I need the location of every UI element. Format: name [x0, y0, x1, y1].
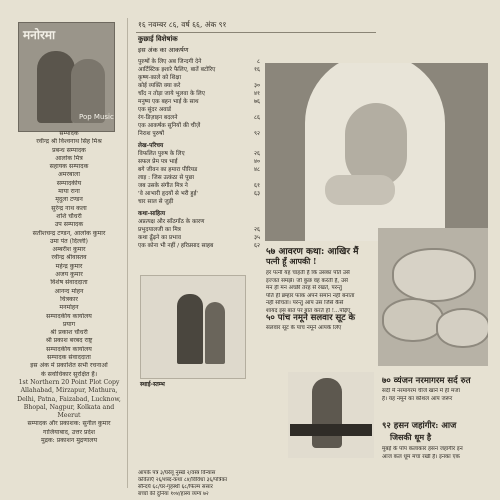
toc-entry [138, 190, 260, 198]
toc-entry-title: निराश पुरुषों [138, 131, 164, 137]
column-list-line: कविताएँ २६/शब्द-कथा ८४/विविधा ३६/पत्रिका [138, 477, 227, 483]
credit-line: माया राना [58, 188, 80, 196]
credit-line: उमा पंत (दिल्ली) [50, 237, 88, 245]
credit-line: मनमोहन [59, 304, 79, 312]
credit-line: Bhopal, Nagpur, Kolkata and [23, 403, 115, 411]
cover-thumbnail [18, 22, 115, 132]
toc-entry-title: एक आकर्षक सुनियों की चीज़ें [138, 123, 201, 129]
toc-entry [138, 130, 260, 138]
toc-entry-title: कृष्ण-काले को शिक्षा [138, 75, 182, 81]
credit-line: रवीन्द्र श्रीवास्तव [51, 254, 87, 262]
toc-page-number [250, 218, 260, 226]
credit-line: Delhi, Patna, Faizabad, Lucknow, [17, 395, 121, 403]
toc-page-number: ६२ [253, 243, 260, 249]
credit-line: श्री प्रकाश चौधरी [50, 329, 88, 337]
cover-masthead: मनोरमा [23, 28, 56, 42]
toc-entry-title: चाँद न तोड़ा जाये भूलवा के लिए [138, 91, 205, 97]
credit-line: सहायक सम्पादक [49, 163, 89, 171]
toc-page-number: ६३ [253, 191, 260, 197]
hasan-heading: ९२ हसन जहांगीर: आज [382, 421, 457, 431]
toc-entry [138, 166, 260, 174]
toc-entry [138, 74, 260, 82]
feature-line: शायद इस बात पर बात करते हो !...पढ़िए [266, 307, 351, 314]
credit-line: सम्पादक और प्रकाशक: सुनील कुमार [27, 420, 111, 428]
toc-entry-title: अप्रत्यक्ष और साँठगाँठ के कारण [138, 219, 205, 225]
toc-entry-title: 'वे आभारी हृदयों से भरी हुई' [138, 191, 198, 197]
toc-entry [138, 82, 260, 90]
toc-entry-title: एक कोना भी नहीं / हरिप्रसाद साहब [138, 243, 214, 249]
toc-entry-title: प्रभुदयालजी का मित्र [138, 227, 181, 233]
toc-entry [138, 174, 260, 182]
toc-entry-title: विफलित पुरुष के लिए [138, 151, 185, 157]
toc-page-number [250, 142, 260, 150]
toc-page-number: २६ [253, 151, 260, 157]
issue-dateline: १६ नवम्बर ८६, वर्ष ६६, अंक ९१ [138, 20, 227, 29]
toc-page-number: ८६ [253, 115, 260, 121]
toc-page-number: ६१ [253, 183, 260, 189]
photo-hand [325, 175, 395, 205]
toc-entry-title: कथा ढूँढ़ने का प्रभाव [138, 235, 181, 241]
feature-heading: ५७ आवरण कथा: आखिर मैं [266, 247, 359, 257]
musician-figure [312, 378, 342, 448]
toc-page-number: १६ [253, 67, 260, 73]
credit-line: सम्पादकीय कार्यालय [46, 312, 92, 320]
food-photo [378, 228, 488, 366]
toc-entry-title: चार साल से जुड़ी [138, 199, 174, 205]
feature-line: नहीं सोचता। परन्तु आप उस जिसे कैसे [266, 300, 344, 307]
contents-heading: इस अंक का आकर्षण [138, 46, 189, 54]
hasan-line: आज कल धूम मचा रखी है। इनका एक [382, 453, 460, 460]
cover-story-photo [265, 63, 488, 241]
toc-page-number: ४० [253, 159, 260, 165]
credit-line: Meerut [57, 412, 81, 420]
credit-line: महेन्द्र कुमार [55, 262, 83, 270]
credit-line: प्रयाग [62, 320, 76, 328]
hasan-subheading: जिसकी धूम है [390, 432, 432, 442]
recipes-body [382, 388, 490, 403]
column-list-line: आपके पत्र ३/घरेलू नुस्खे २/वस्त्र विन्यास [138, 470, 216, 476]
feature-line: इज्जत समझे। जो कुछ वह करती है, उसे [266, 277, 348, 284]
toc-entry [138, 58, 260, 66]
keyboard-instrument [290, 424, 372, 436]
toc-entry-title: लाइ : जिस उत्कंठा से पूछा [138, 175, 195, 181]
dancer-figure [177, 294, 203, 364]
credit-line: उप सम्पादक [54, 221, 84, 229]
hasan-body [382, 446, 492, 461]
toc-page-number: ७६ [253, 99, 260, 105]
toc-section-heading [138, 142, 260, 150]
toc-entry-title: लेख-परिचय [138, 143, 164, 149]
salwar-heading: ५० पांच नमूने सलवार सूट के [266, 313, 356, 323]
column-list-line: सौन्दर्य ६८/घर-गृहस्थी ६८/फिल्म संसार [138, 484, 213, 490]
toc-page-number [250, 210, 260, 218]
toc-page-number [250, 106, 260, 114]
toc-entry-title: रंग-डिज़ाइन बदलने [138, 115, 178, 121]
toc-entry [138, 66, 260, 74]
toc-entry [138, 158, 260, 166]
credit-line: श्री प्रकाश बरबद राष्ट्र [45, 337, 93, 345]
credit-line: के सर्वाधिकार सुरक्षित हैं। [40, 370, 98, 378]
header-rule [136, 32, 376, 33]
toc-page-number: ८ [256, 59, 260, 65]
dancer-figure [205, 302, 225, 364]
toc-entry-title: जब उसके संगीत मित्र ने [138, 183, 188, 189]
toc-entry-title: कथा-साहित्य [138, 211, 166, 217]
credit-line: अजय कुमार [55, 271, 83, 279]
cover-tag: Pop Music [79, 113, 114, 121]
food-dish [382, 298, 444, 342]
credits-column [14, 130, 124, 445]
credit-line: सुरेन्द्र नाथ कला [51, 204, 87, 212]
credit-line: इस अंक में प्रकाशित सभी रचनाओं [30, 362, 108, 370]
column-list-line: बच्चों की दुनिया १०४/हास्य व्यंग्य ७२ [138, 491, 209, 497]
feature-line: मन ही मन अच्छी तरह से रखते, परन्तु [266, 285, 342, 292]
salwar-body [266, 325, 378, 333]
credit-line: आलोक मित्र [55, 154, 83, 162]
toc-entry [138, 198, 260, 206]
issue-subtitle: कुछाई विशेषांक [138, 34, 178, 43]
credit-line: विशेष संवाददाता [50, 279, 88, 287]
regular-columns-list [138, 470, 284, 498]
credit-line: सतीशचन्द्र टण्डन, आलोक कुमार [32, 229, 106, 237]
toc-page-number: ३० [253, 83, 260, 89]
column-divider [127, 18, 128, 488]
credit-line: सम्पादकीय कार्यालय [46, 345, 92, 353]
toc-page-number: २६ [253, 227, 260, 233]
regular-columns-caption: स्थाई-स्तम्भ [140, 381, 165, 388]
toc-entry [138, 218, 260, 226]
toc-entry-title: बगे जीवन का हमारा पीरियड [138, 167, 198, 173]
table-of-contents [138, 58, 260, 250]
toc-page-number [250, 198, 260, 206]
recipes-heading: ७० व्यंजन नरमागरम सर्द रुत [382, 376, 471, 386]
credit-line: आनन्द मोहन [54, 287, 84, 295]
feature-body [266, 270, 378, 316]
credit-line: Allahabad, Mirzapur, Mathura, [20, 387, 118, 395]
credit-line: मुद्रक: प्रकाशन मुद्रणालय [40, 436, 98, 444]
toc-entry [138, 106, 260, 114]
credit-line: रवीन्द्र श्री विश्वनाथ सिंह मिश्र [36, 138, 102, 146]
toc-page-number: ४१ [253, 91, 260, 97]
toc-entry-title: पुरुषों के लिए अब जिन्दगी देने [138, 59, 202, 65]
credit-line: 1st Northern 20 Point Plot Copy [18, 378, 120, 386]
toc-page-number [250, 74, 260, 82]
toc-page-number [250, 122, 260, 130]
credit-line: प्रबन्ध सम्पादक [52, 146, 86, 154]
salwar-line: सलवार सूट के पांच नमूने आपके लिए [266, 325, 342, 331]
toc-entry [138, 122, 260, 130]
credit-line: अम्बरीश कुमार [52, 246, 86, 254]
dance-photo [140, 275, 246, 379]
toc-section-heading [138, 210, 260, 218]
toc-entry-title: मनुष्य एक बहन भाई के साथ [138, 99, 199, 105]
musician-photo [288, 372, 374, 458]
toc-entry-title: आर्टिस्टिक इशारे फैलिए, बातें बटोरिए [138, 67, 216, 73]
toc-entry [138, 234, 260, 242]
toc-entry [138, 98, 260, 106]
recipes-line: है। यह नमूने का कौशल आप जरूर [382, 395, 453, 402]
toc-entry [138, 242, 260, 250]
hasan-line: मुंबई के पॉप कलाकार हसन जहांगीर इन [382, 446, 463, 452]
toc-entry [138, 226, 260, 234]
recipes-line: सर्दी में नरमागरम चीजें खाने में ही मजा [382, 388, 460, 394]
cover-figure-left [37, 51, 75, 123]
toc-entry [138, 90, 260, 98]
credit-line: शशि चौधरी [56, 212, 82, 220]
toc-entry [138, 182, 260, 190]
feature-line: हर पत्नी यह चाहती है कि उसका पति उसे [266, 270, 350, 276]
credit-line: सम्पादकीय [56, 179, 82, 187]
credit-line: सम्पादक [59, 130, 79, 137]
credit-line: मृदुला टण्डन [55, 196, 83, 204]
feature-line: पति ही ब्रम्हार फाक अपने समान नही बनाता [266, 292, 355, 299]
feature-subheading: पत्नी हूँ आपकी ! [266, 256, 317, 266]
toc-entry [138, 150, 260, 158]
toc-page-number: ४८ [253, 167, 260, 173]
credit-line: सम्पादक संवाददाता [47, 354, 91, 362]
food-dish [436, 308, 488, 348]
toc-entry [138, 114, 260, 122]
toc-page-number: ३५ [253, 235, 260, 241]
toc-page-number [250, 174, 260, 182]
credit-line: चित्रकार [60, 295, 78, 303]
toc-entry-title: कोई व्यक्ति क्या करे [138, 83, 181, 89]
toc-entry-title: एक सुंदर अवार्ड [138, 107, 171, 113]
credit-line: गाजियाबाद, उत्तर प्रदेश [42, 428, 95, 436]
toc-page-number: ९२ [253, 131, 260, 137]
toc-entry-title: सफल प्रेम पत्र भाई [138, 159, 178, 165]
food-dish [392, 248, 476, 302]
credit-line: अमरबाला [58, 171, 80, 179]
